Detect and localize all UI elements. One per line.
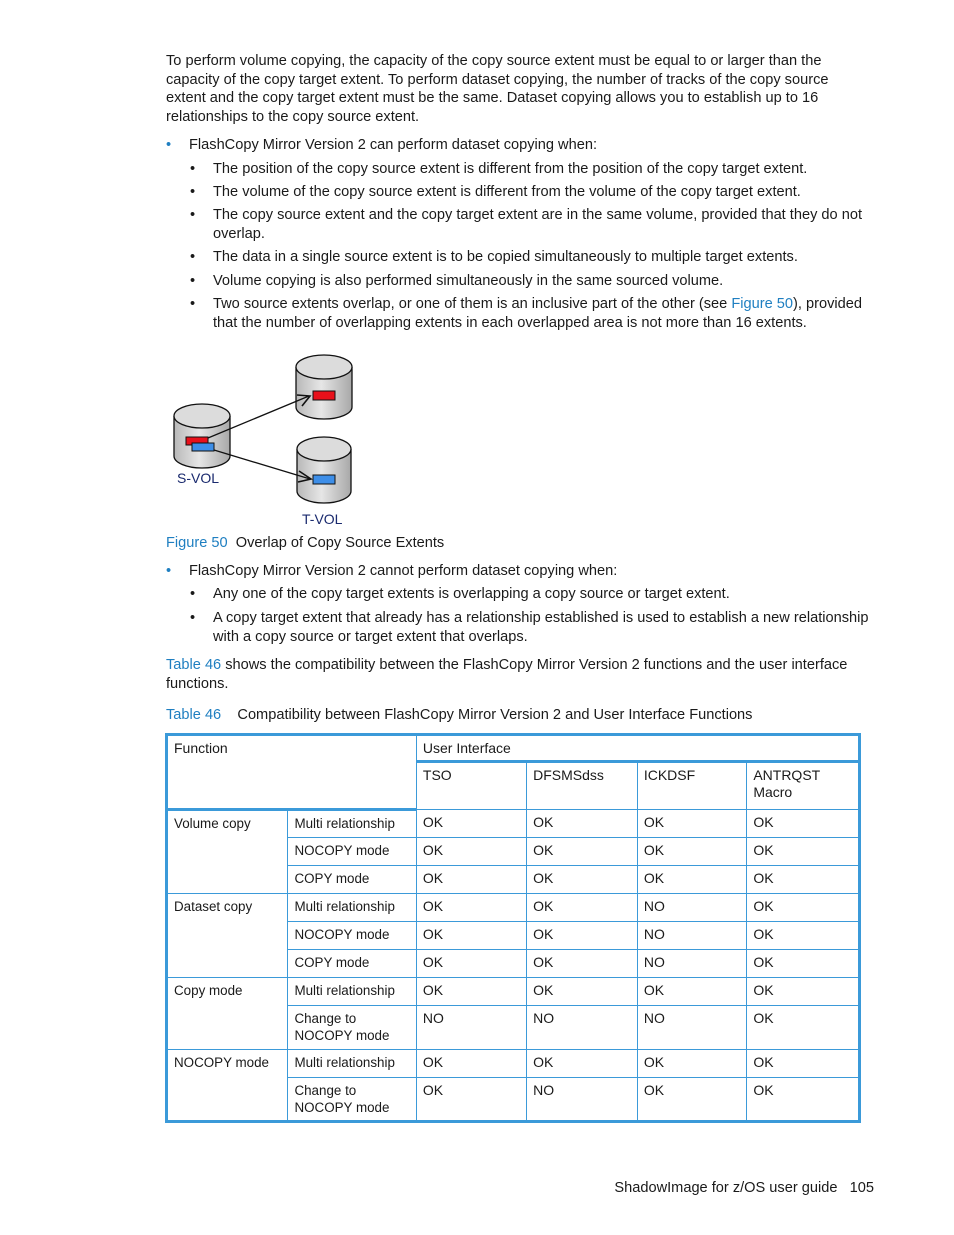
figure-overlap-diagram <box>170 350 360 530</box>
table-reference-paragraph <box>166 656 876 693</box>
value-cell: OK <box>527 1050 638 1078</box>
table-header-row <box>167 735 860 762</box>
value-cell: OK <box>637 866 746 894</box>
text-segment: Two source extents overlap, or one of them is an inclusive part of the other (see <box>213 296 732 312</box>
table-row <box>167 810 860 838</box>
value-cell: OK <box>637 978 746 1006</box>
value-cell: OK <box>527 866 638 894</box>
value-cell: OK <box>416 894 526 922</box>
sub-cell: NOCOPY mode <box>288 838 416 866</box>
value-cell: OK <box>747 978 860 1006</box>
column-header: ANTRQST Macro <box>747 762 860 810</box>
bullet-marker: • <box>190 161 196 177</box>
text-segment: ), provided that the number of overlapping extents in each overlapped area is not more than 16 extents. <box>213 296 862 331</box>
value-cell: OK <box>416 1050 526 1078</box>
intro-paragraph: To perform volume copying, the capacity of the copy source extent must be equal to or larger than the capacity of the copy target extent. To perform dataset copying, the number of tracks of the copy source extent and the copy target extent must be the same. Dataset copying allows you to establish up to 16 relationships to the copy source extent. <box>166 53 829 125</box>
value-cell: OK <box>527 978 638 1006</box>
value-cell: OK <box>747 922 860 950</box>
bullet-text: FlashCopy Mirror Version 2 can perform dataset copying when: <box>189 137 598 153</box>
table-row <box>167 894 860 922</box>
list-item-text: A copy target extent that already has a relationship established is used to establish a new relationship with a copy source or target extent that overlaps. <box>213 610 869 645</box>
column-header: DFSMSdss <box>527 762 638 810</box>
bullet-marker: • <box>190 273 196 289</box>
table-row <box>167 1050 860 1078</box>
value-cell: OK <box>416 1078 526 1122</box>
bullet-marker: • <box>190 207 196 223</box>
footer-title: ShadowImage for z/OS user guide <box>614 1180 838 1196</box>
value-cell: NO <box>637 894 746 922</box>
tvol-label: T-VOL <box>302 511 343 527</box>
value-cell: OK <box>527 922 638 950</box>
group-cell: Volume copy <box>167 810 288 894</box>
list-item-text: The data in a single source extent is to be copied simultaneously to multiple target extents. <box>213 249 798 265</box>
value-cell: OK <box>637 810 746 838</box>
value-cell: OK <box>747 894 860 922</box>
value-cell: NO <box>527 1006 638 1050</box>
sub-cell: Multi relationship <box>288 894 416 922</box>
value-cell: OK <box>416 922 526 950</box>
value-cell: OK <box>527 838 638 866</box>
figure-caption-text: Overlap of Copy Source Extents <box>235 535 445 551</box>
value-cell: NO <box>637 1006 746 1050</box>
table-46-link[interactable]: Table 46 <box>166 657 222 673</box>
value-cell: OK <box>747 1050 860 1078</box>
bullet-marker: • <box>166 563 172 579</box>
sub-cell: Multi relationship <box>288 810 416 838</box>
svol-drum <box>174 404 230 468</box>
tvol-upper-drum <box>296 355 352 419</box>
column-header: ICKDSF <box>637 762 746 810</box>
value-cell: NO <box>527 1078 638 1122</box>
figure-caption <box>166 534 444 552</box>
tvol-lower-drum <box>297 437 351 503</box>
sub-cell: Change to NOCOPY mode <box>288 1078 416 1122</box>
sub-cell: COPY mode <box>288 866 416 894</box>
figure-50-link[interactable]: Figure 50 <box>731 296 794 312</box>
value-cell: OK <box>416 866 526 894</box>
group-cell: NOCOPY mode <box>167 1050 288 1122</box>
sub-cell: Change to NOCOPY mode <box>288 1006 416 1050</box>
header-user-interface: User Interface <box>416 735 859 762</box>
value-cell: OK <box>416 978 526 1006</box>
text-segment: shows the compatibility between the FlashCopy Mirror Version 2 functions and the user interface functions. <box>166 657 848 692</box>
value-cell: NO <box>416 1006 526 1050</box>
value-cell: OK <box>637 838 746 866</box>
value-cell: OK <box>637 1078 746 1122</box>
column-header: TSO <box>416 762 526 810</box>
value-cell: OK <box>747 810 860 838</box>
svol-label: S-VOL <box>177 470 220 486</box>
list-item-text: Volume copying is also performed simultaneously in the same sourced volume. <box>213 273 724 289</box>
value-cell: NO <box>637 950 746 978</box>
tvol-red-extent <box>313 391 335 400</box>
value-cell: OK <box>747 950 860 978</box>
sub-cell: Multi relationship <box>288 1050 416 1078</box>
value-cell: OK <box>416 838 526 866</box>
compatibility-table <box>165 733 861 1123</box>
bullet-marker: • <box>190 184 196 200</box>
figure-caption-label: Figure 50 <box>166 535 228 551</box>
group-cell: Dataset copy <box>167 894 288 978</box>
page-number: 105 <box>849 1180 874 1196</box>
bullet-marker: • <box>166 137 172 153</box>
sub-cell: NOCOPY mode <box>288 922 416 950</box>
value-cell: OK <box>637 1050 746 1078</box>
value-cell: OK <box>747 866 860 894</box>
list-item-text <box>213 295 873 332</box>
value-cell: OK <box>527 894 638 922</box>
value-cell: OK <box>747 1006 860 1050</box>
value-cell: OK <box>747 838 860 866</box>
table-row <box>167 978 860 1006</box>
page-footer <box>614 1180 874 1196</box>
table-caption <box>166 706 752 724</box>
bullet-text: FlashCopy Mirror Version 2 cannot perform dataset copying when: <box>189 563 618 579</box>
table-caption-text: Compatibility between FlashCopy Mirror Version 2 and User Interface Functions <box>237 707 753 723</box>
bullet-marker: • <box>190 610 196 626</box>
value-cell: OK <box>416 950 526 978</box>
value-cell: NO <box>637 922 746 950</box>
group-cell: Copy mode <box>167 978 288 1050</box>
bullet-marker: • <box>190 586 196 602</box>
list-item-text: The copy source extent and the copy target extent are in the same volume, provided that they do not overlap. <box>213 207 863 242</box>
table-caption-label: Table 46 <box>166 707 222 723</box>
value-cell: OK <box>416 810 526 838</box>
value-cell: OK <box>747 1078 860 1122</box>
list-item-text: Any one of the copy target extents is overlapping a copy source or target extent. <box>213 586 730 602</box>
header-function: Function <box>167 735 417 810</box>
list-item-text: The position of the copy source extent is different from the position of the copy target extent. <box>213 161 808 177</box>
value-cell: OK <box>527 810 638 838</box>
list-item-text: The volume of the copy source extent is different from the volume of the copy target extent. <box>213 184 801 200</box>
bullet-marker: • <box>190 249 196 265</box>
bullet-marker: • <box>190 296 196 312</box>
svol-blue-extent <box>192 443 214 451</box>
tvol-blue-extent <box>313 475 335 484</box>
sub-cell: Multi relationship <box>288 978 416 1006</box>
value-cell: OK <box>527 950 638 978</box>
sub-cell: COPY mode <box>288 950 416 978</box>
